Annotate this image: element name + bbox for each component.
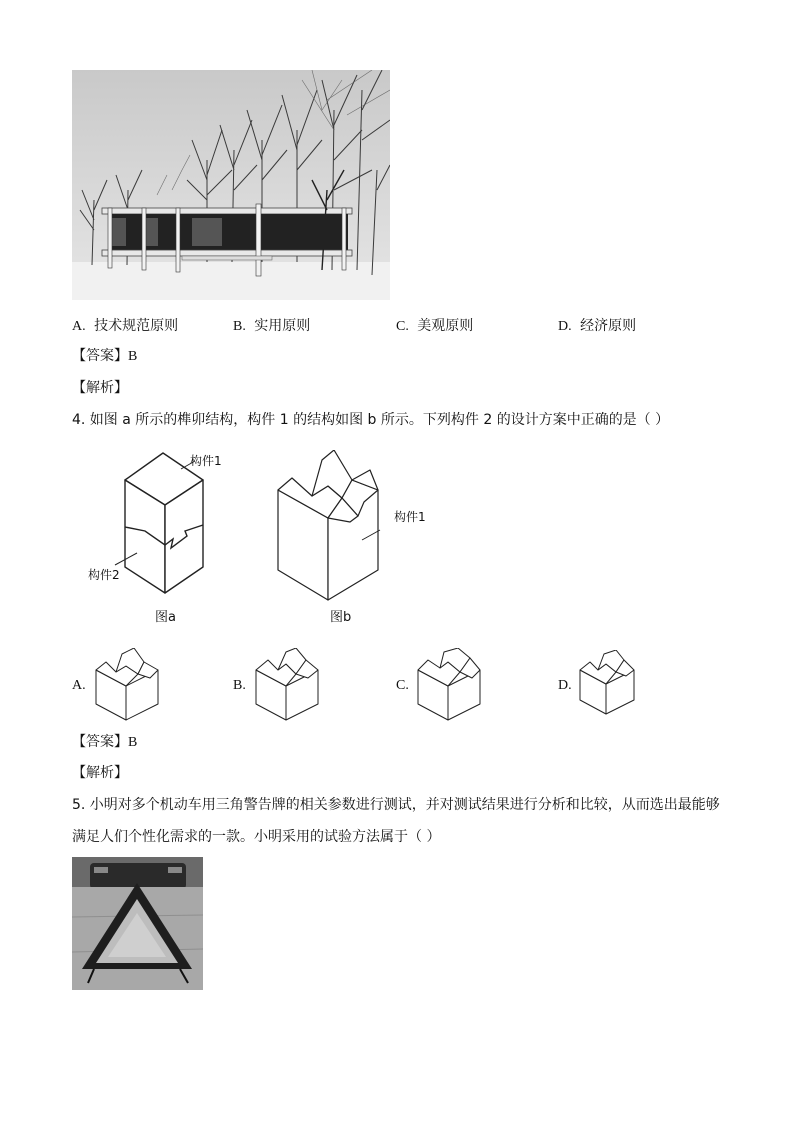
q4-answer — [72, 733, 137, 752]
option-letter: B. — [233, 319, 246, 334]
q4-option-d-figure[interactable] — [576, 650, 638, 718]
answer-label: 【答案】 — [72, 348, 128, 364]
warning-triangle-photo — [72, 857, 203, 990]
answer-label: 【答案】 — [72, 734, 128, 750]
q5-stem-line2: 满足人们个性化需求的一款。小明采用的试验方法属于（ ） — [72, 829, 441, 845]
option-letter: C. — [396, 319, 409, 334]
q5-stem-line1: 5. 小明对多个机动车用三角警告牌的相关参数进行测试，并对测试结果进行分析和比较，从而选出最能够 — [72, 797, 720, 813]
figure-b-caption: 图b — [330, 610, 352, 625]
q3-answer — [72, 347, 137, 366]
q4-option-a-letter[interactable]: A. — [72, 678, 86, 693]
option-text: 经济原则 — [580, 318, 637, 334]
q3-option-c[interactable] — [396, 317, 473, 336]
q4-analysis — [72, 764, 128, 782]
q3-option-b[interactable] — [233, 317, 310, 336]
analysis-label: 【解析】 — [72, 765, 128, 781]
q4-stem: 4. 如图 a 所示的榫卯结构，构件 1 的结构如图 b 所示。下列构件 2 的设计方案中正确的是（ ） — [72, 412, 670, 428]
analysis-label: 【解析】 — [72, 380, 128, 396]
q3-option-d[interactable] — [558, 317, 636, 336]
figure-a-caption: 图a — [155, 610, 176, 625]
figure-b-label-part1: 构件1 — [394, 510, 426, 524]
figure-a-label-part2: 构件2 — [88, 568, 120, 582]
q4-option-c-figure[interactable] — [414, 648, 484, 723]
option-text: 技术规范原则 — [94, 318, 179, 334]
figure-b-component1 — [270, 450, 400, 605]
q3-analysis — [72, 379, 128, 397]
q4-option-c-letter[interactable]: C. — [396, 678, 409, 693]
figure-a-label-part1: 构件1 — [190, 454, 222, 468]
q3-option-a[interactable] — [72, 317, 178, 336]
option-text: 实用原则 — [254, 318, 311, 334]
answer-value: B — [128, 349, 138, 364]
q4-option-d-letter[interactable]: D. — [558, 678, 572, 693]
q4-option-a-figure[interactable] — [92, 648, 162, 723]
q4-option-b-letter[interactable]: B. — [233, 678, 246, 693]
option-letter: A. — [72, 319, 86, 334]
q4-option-b-figure[interactable] — [252, 648, 322, 723]
glass-house-photo — [72, 70, 390, 300]
option-text: 美观原则 — [417, 318, 474, 334]
option-letter: D. — [558, 319, 572, 334]
answer-value: B — [128, 735, 138, 750]
